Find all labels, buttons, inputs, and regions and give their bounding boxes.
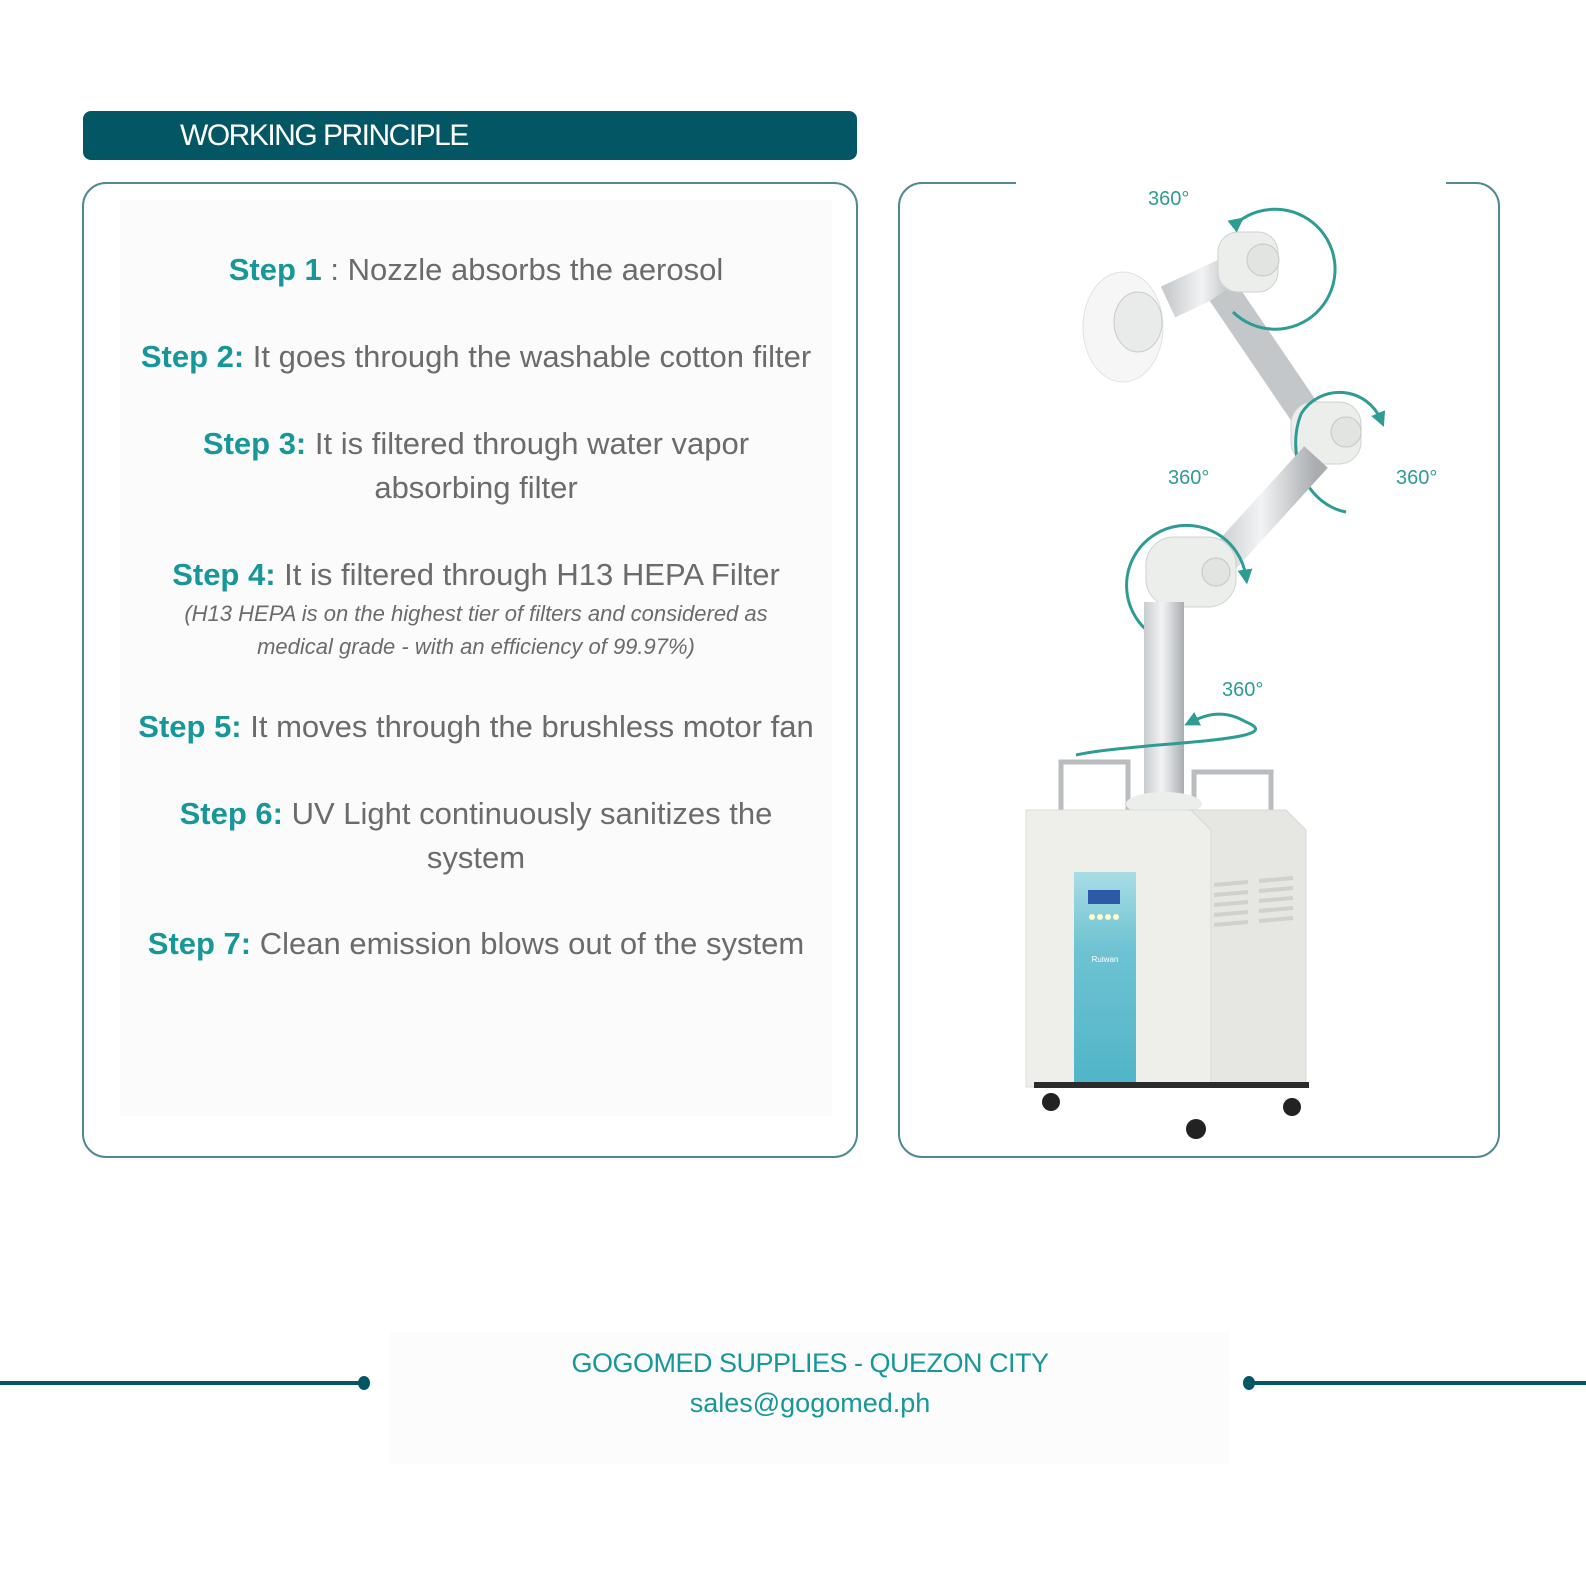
footer-rule-dot-right	[1243, 1376, 1255, 1390]
hepa-note: (H13 HEPA is on the highest tier of filters and considered as medical grade - with an efficiency of 99.97%)	[184, 601, 768, 659]
step-text: Clean emission blows out of the system	[251, 926, 805, 961]
step-text: It moves through the brushless motor fan	[241, 709, 814, 744]
footer-rule-dot-left	[358, 1376, 370, 1390]
product-image	[1016, 182, 1446, 1142]
aerosol-suction-unit-illustration	[1016, 182, 1446, 1142]
step-label: Step 5:	[138, 709, 242, 744]
product-image-card	[898, 182, 1500, 1158]
step-text: It is filtered through H13 HEPA Filter	[275, 557, 780, 592]
step-2	[120, 335, 832, 379]
step-text: : Nozzle absorbs the aerosol	[321, 252, 724, 287]
step-text: UV Light continuously sanitizes the system	[282, 796, 773, 875]
rotation-label: 360°	[1396, 467, 1438, 489]
rotation-label: 360°	[1148, 188, 1190, 210]
step-label: Step 3:	[202, 426, 307, 461]
step-3	[190, 422, 762, 510]
section-title: WORKING PRINCIPLE	[180, 119, 468, 152]
rotation-label: 360°	[1222, 679, 1264, 701]
rotation-label: 360°	[1168, 467, 1210, 489]
step-1	[120, 248, 832, 292]
company-name: GOGOMED SUPPLIES - QUEZON CITY	[571, 1348, 1049, 1378]
step-7	[120, 922, 832, 966]
step-label: Step 6:	[179, 796, 283, 831]
footer-contact	[390, 1332, 1230, 1464]
step-text: It is filtered through water vapor absorbing filter	[306, 426, 750, 505]
step-4	[120, 553, 832, 663]
step-label: Step 7:	[147, 926, 252, 961]
section-header	[83, 111, 857, 160]
footer-rule-right	[1248, 1381, 1586, 1385]
contact-email[interactable]: sales@gogomed.ph	[689, 1388, 931, 1418]
step-label: Step 4:	[172, 557, 276, 592]
step-label: Step 2:	[140, 339, 245, 374]
step-text: It goes through the washable cotton filter	[244, 339, 812, 374]
step-label: Step 1	[228, 252, 322, 287]
steps-list	[120, 200, 832, 1116]
step-5	[120, 705, 832, 749]
step-6	[170, 792, 782, 880]
footer-rule-left	[0, 1381, 362, 1385]
working-principle-card	[82, 182, 858, 1158]
panel-brand: Ruiwan	[1091, 955, 1119, 964]
